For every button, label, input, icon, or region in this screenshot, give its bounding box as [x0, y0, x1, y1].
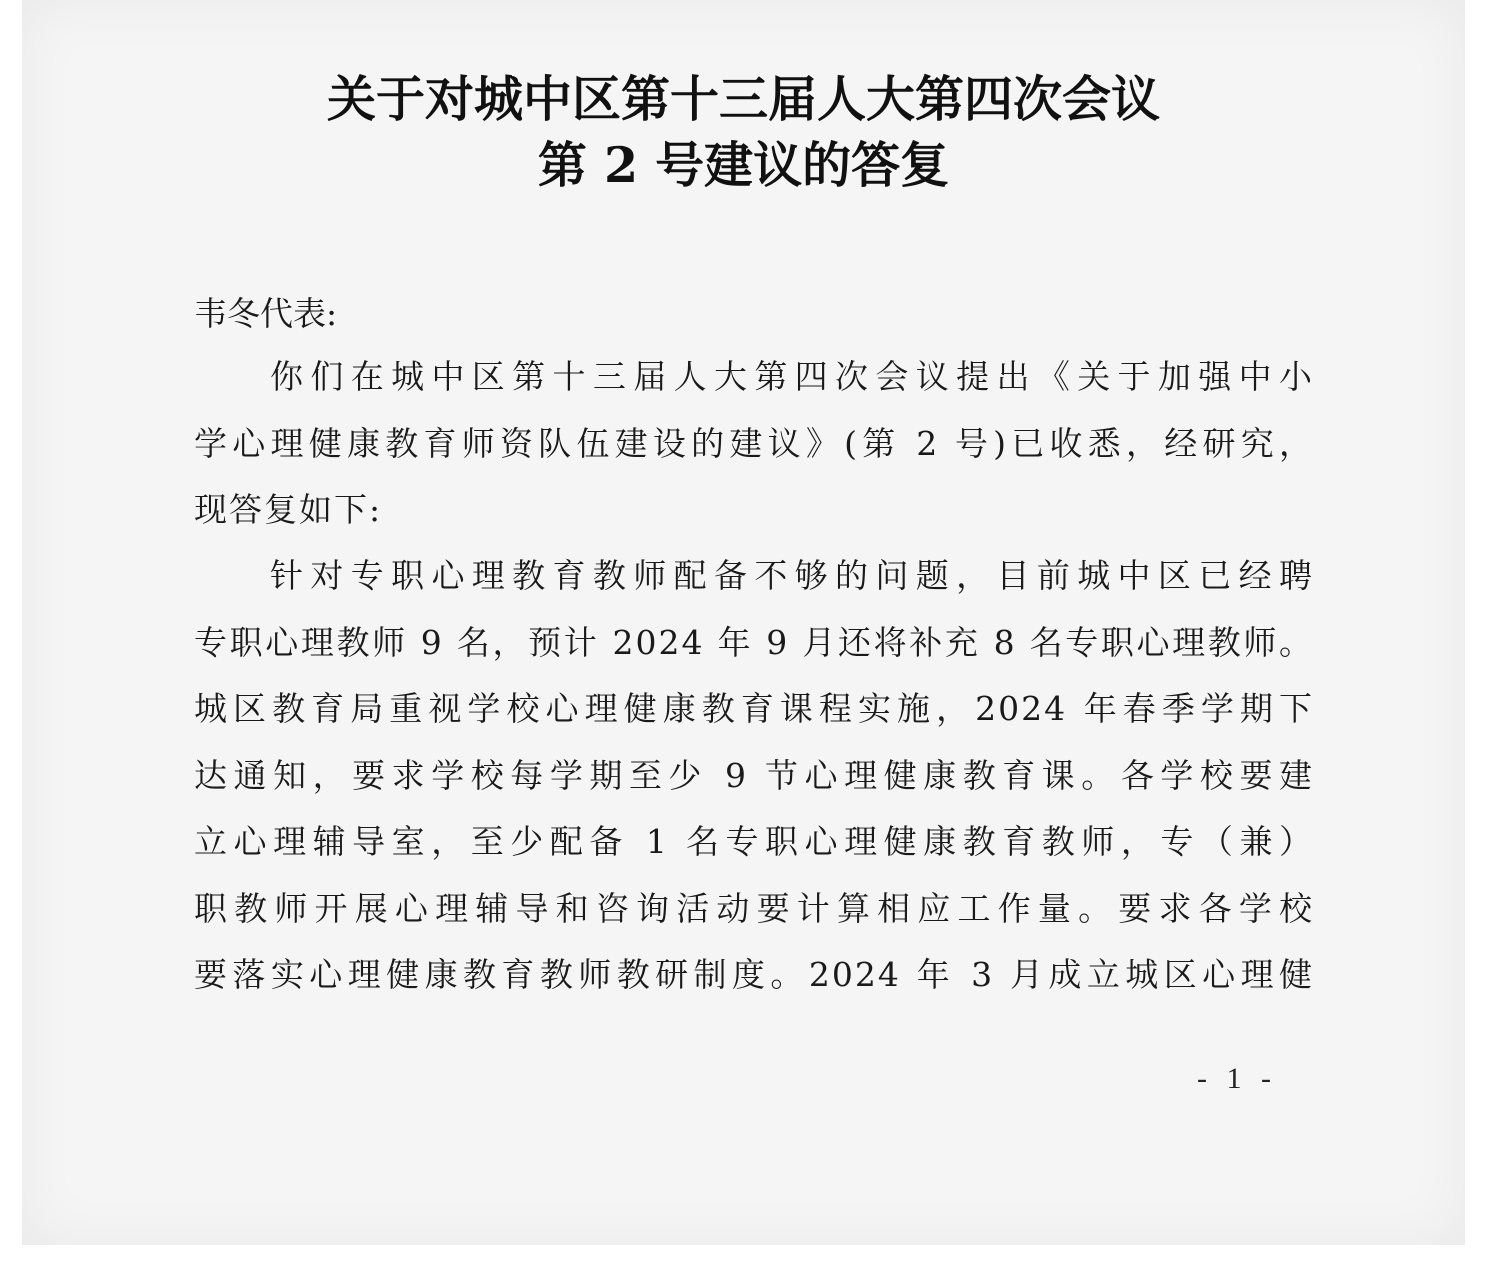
paragraph-line: 学心理健康教育师资队伍建设的建议》(第 2 号)已收悉，经研究， [194, 423, 1314, 463]
salutation: 韦冬代表: [194, 294, 338, 333]
paragraph-line: 职教师开展心理辅导和咨询活动要计算相应工作量。要求各学校 [194, 888, 1314, 928]
title-line-2: 第 2 号建议的答复 [537, 136, 950, 194]
paragraph-line: 达通知，要求学校每学期至少 9 节心理健康教育课。各学校要建 [194, 755, 1314, 795]
document-title [22, 66, 1465, 198]
document-page [22, 0, 1465, 1245]
paragraph-line: 现答复如下: [194, 490, 383, 529]
paragraph-2 [194, 543, 1314, 1009]
paragraph-line: 你们在城中区第十三届人大第四次会议提出《关于加强中小 [270, 357, 1314, 396]
paragraph-1 [194, 344, 1314, 544]
paragraph-line: 专职心理教师 9 名，预计 2024 年 9 月还将补充 8 名专职心理教师。 [194, 622, 1314, 662]
paragraph-line: 要落实心理健康教育教师教研制度。2024 年 3 月成立城区心理健 [194, 955, 1314, 994]
page-number: - 1 - [1197, 1062, 1277, 1095]
title-line-1: 关于对城中区第十三届人大第四次会议 [326, 70, 1160, 128]
paragraph-line: 针对专职心理教育教师配备不够的问题，目前城中区已经聘 [270, 556, 1314, 595]
paragraph-line: 立心理辅导室，至少配备 1 名专职心理健康教育教师，专（兼） [194, 822, 1314, 861]
paragraph-line: 城区教育局重视学校心理健康教育课程实施，2024 年春季学期下 [194, 689, 1314, 728]
